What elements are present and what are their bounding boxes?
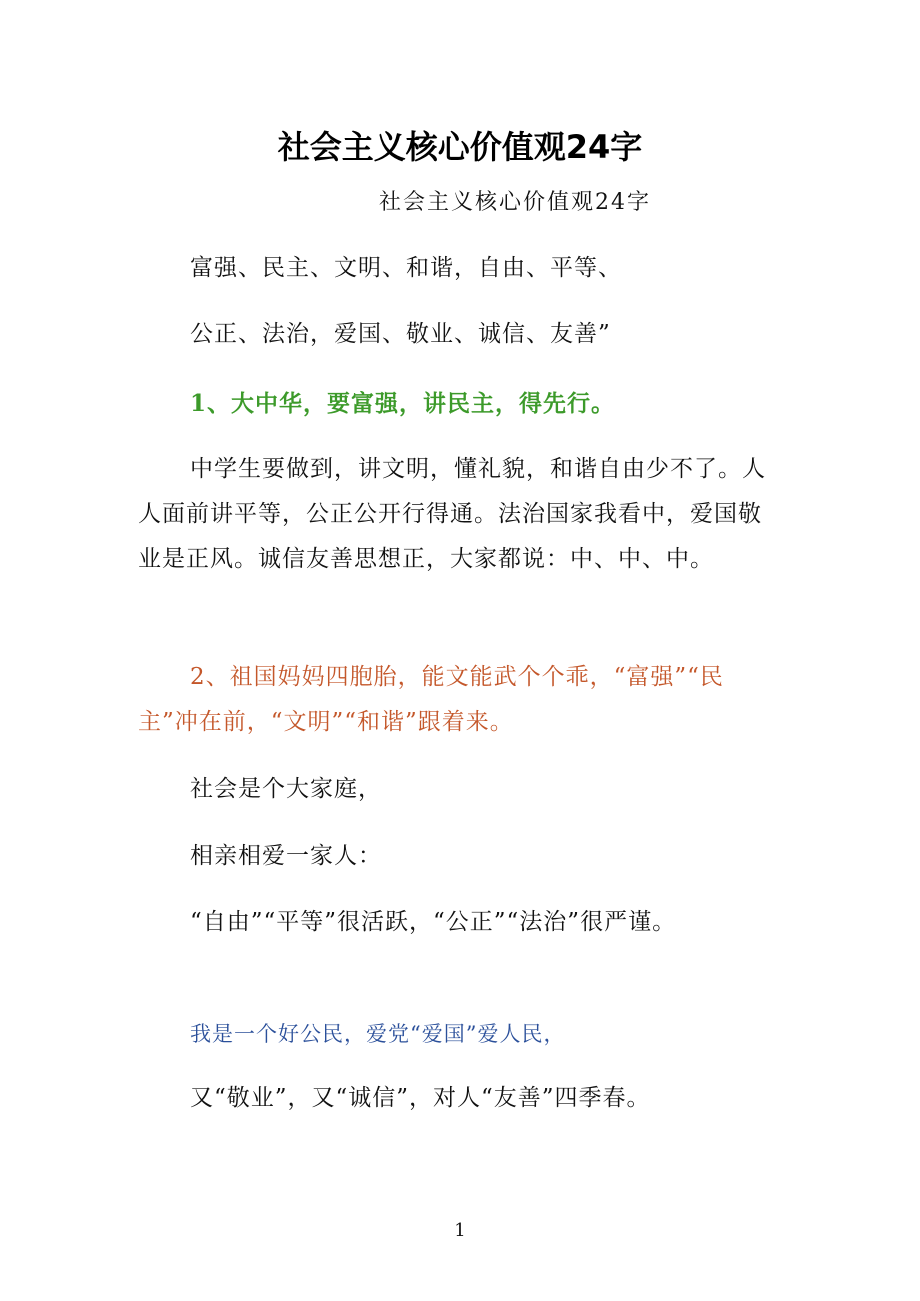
values-line-1: 富强、民主、文明、和谐，自由、平等、 [190,255,622,281]
page-number: 1 [454,1220,466,1241]
section-paragraph-2: 2、祖国妈妈四胞胎，能文能武个个乖，“富强”“民主”冲在前，“文明”“和谐”跟着来。 [138,664,724,735]
page-subtitle: 社会主义核心价值观24字 [379,190,651,215]
page-title: 社会主义核心价值观24字 [277,128,643,166]
body-line-family: 社会是个大家庭， [190,776,382,802]
body-line-dedication: 又“敬业”，又“诚信”，对人“友善”四季春。 [190,1085,651,1111]
body-paragraph-1: 中学生要做到，讲文明，懂礼貌，和谐自由少不了。人人面前讲平等，公正公开行得通。法治国家我看中，爱国敬业是正风。诚信友善思想正，大家都说：中、中、中。 [138,456,766,572]
values-line-2: 公正、法治，爱国、敬业、诚信、友善” [190,321,611,347]
body-line-love: 相亲相爱一家人： [190,843,382,869]
section-heading-1: 1、大中华，要富强，讲民主，得先行。 [190,390,616,417]
body-line-citizen: 我是一个好公民，爱党“爱国”爱人民， [190,1022,566,1046]
body-paragraph-freedom: “自由”“平等”很活跃，“公正”“法治”很严谨。 [190,909,677,935]
